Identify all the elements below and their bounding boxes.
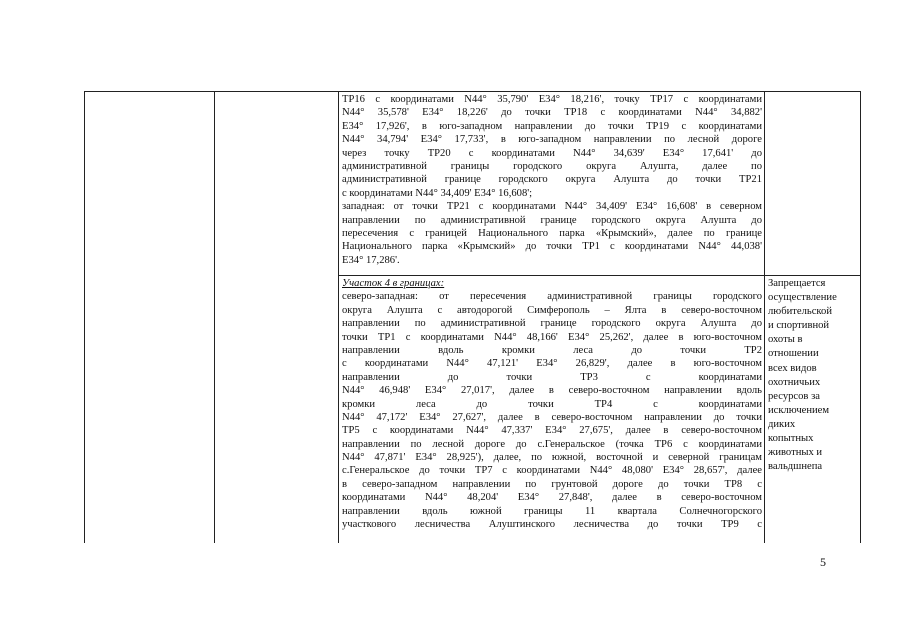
text-line: с координатами N44° 34,409' E34° 16,608';: [342, 187, 533, 199]
text-line: через точку ТР20 с координатами N44° 34,639' E34° 17,641' до: [342, 147, 762, 159]
column-border-4: [764, 91, 765, 543]
text-line: ТР16 с координатами N44° 35,790' E34° 18,216', точку ТР17 с координатами: [342, 94, 762, 105]
text-line: Национального парка «Крымский» до точки ТР1 с координатами N44° 44,038': [342, 241, 762, 253]
restriction-note: [768, 277, 854, 474]
text-line: N44° 47,871' E34° 28,925'), далее, по южной, восточной и северной границам: [342, 452, 762, 464]
text-line: западная: от точки ТР21 с координатами N44° 34,409' E34° 16,608' в северном: [342, 201, 762, 213]
note-line: копытных: [768, 433, 814, 445]
page-number: 5: [820, 555, 826, 569]
text-line: с координатами N44° 47,121' E34° 26,829', далее в юго-восточном: [342, 358, 762, 370]
note-line: всех видов: [768, 362, 817, 374]
text-line: кромки леса до точки ТР4 с координатами: [342, 398, 762, 410]
text-line: точки ТР1 с координатами N44° 48,166' E34° 25,262', далее в юго-восточном: [342, 331, 762, 343]
note-line: ресурсов за: [768, 390, 820, 402]
note-line: Запрещается: [768, 278, 826, 289]
text-line: округа Алушта с автодорогой Симферополь – Ялта в северо-восточном: [342, 304, 762, 316]
text-line: направлении до точки ТР3 с координатами: [342, 371, 762, 383]
text-line: N44° 35,578' E34° 18,226' до точки ТР18 с координатами N44° 34,882': [342, 107, 762, 119]
text-line: северо-западная: от пересечения административной границы городского: [342, 291, 762, 303]
note-line: любительской: [768, 306, 832, 318]
text-line: N44° 46,948' E34° 27,017', далее в северо-восточном направлении вдоль: [342, 385, 762, 397]
text-line: административной границе городского округа Алушта до точки ТР21: [342, 174, 762, 186]
note-line: вальдшнепа: [768, 461, 823, 473]
text-line: направлении вдоль южной границы 11 квартала Солнечногорского: [342, 505, 762, 517]
column-border-1: [84, 91, 85, 543]
text-line: N44° 34,794' E34° 17,733', в юго-западном направлении по лесной дороге: [342, 134, 762, 146]
text-line: административной границы городского округа Алушта, далее по: [342, 160, 762, 172]
boundary-description-block-1: [342, 93, 762, 267]
note-line: охотничьих: [768, 376, 821, 388]
note-line: животных и: [768, 447, 823, 459]
note-line: охоты в: [768, 334, 803, 346]
note-line: диких: [768, 418, 796, 430]
text-line: пересечения с границей Национального парка «Крымский», далее по границе: [342, 227, 762, 239]
text-line: направлении по лесной дороге до с.Генеральское (точка ТР6 с координатами: [342, 438, 762, 450]
text-line: направлении по административной границе городского округа Алушта до: [342, 318, 762, 330]
note-line: и спортивной: [768, 320, 830, 332]
column-border-5: [860, 91, 861, 543]
table-top-border: [84, 91, 861, 92]
note-line: отношении: [768, 348, 819, 360]
row-divider: [338, 275, 861, 276]
text-line: с.Генеральское до точки ТР7 с координатами N44° 48,080' E34° 28,657', далее: [342, 465, 762, 477]
text-line: E34° 17,286'.: [342, 254, 400, 266]
text-line: координатами N44° 48,204' E34° 27,848', далее в северо-восточном: [342, 492, 762, 504]
column-border-2: [214, 91, 215, 543]
note-line: осуществление: [768, 292, 837, 304]
text-line: N44° 47,172' E34° 27,627', далее в северо-восточном направлении до точки: [342, 411, 762, 423]
text-line: направлении вдоль кромки леса до точки ТР2: [342, 344, 762, 356]
text-line: в северо-западном направлении по грунтовой дороге до точки ТР8 с: [342, 478, 762, 490]
note-line: исключением: [768, 404, 830, 416]
text-line: ТР5 с координатами N44° 47,337' E34° 27,675', далее в северо-восточном: [342, 425, 762, 437]
text-line: участкового лесничества Алуштинского лесничества до точки ТР9 с: [342, 519, 762, 531]
boundary-description-block-2: [342, 277, 762, 531]
text-line: направлении по административной границе городского округа Алушта до: [342, 214, 762, 226]
column-border-3: [338, 91, 339, 543]
text-line: E34° 17,926', в юго-западном направлении до точки ТР19 с координатами: [342, 120, 762, 132]
section-heading: Участок 4 в границах:: [342, 278, 445, 289]
